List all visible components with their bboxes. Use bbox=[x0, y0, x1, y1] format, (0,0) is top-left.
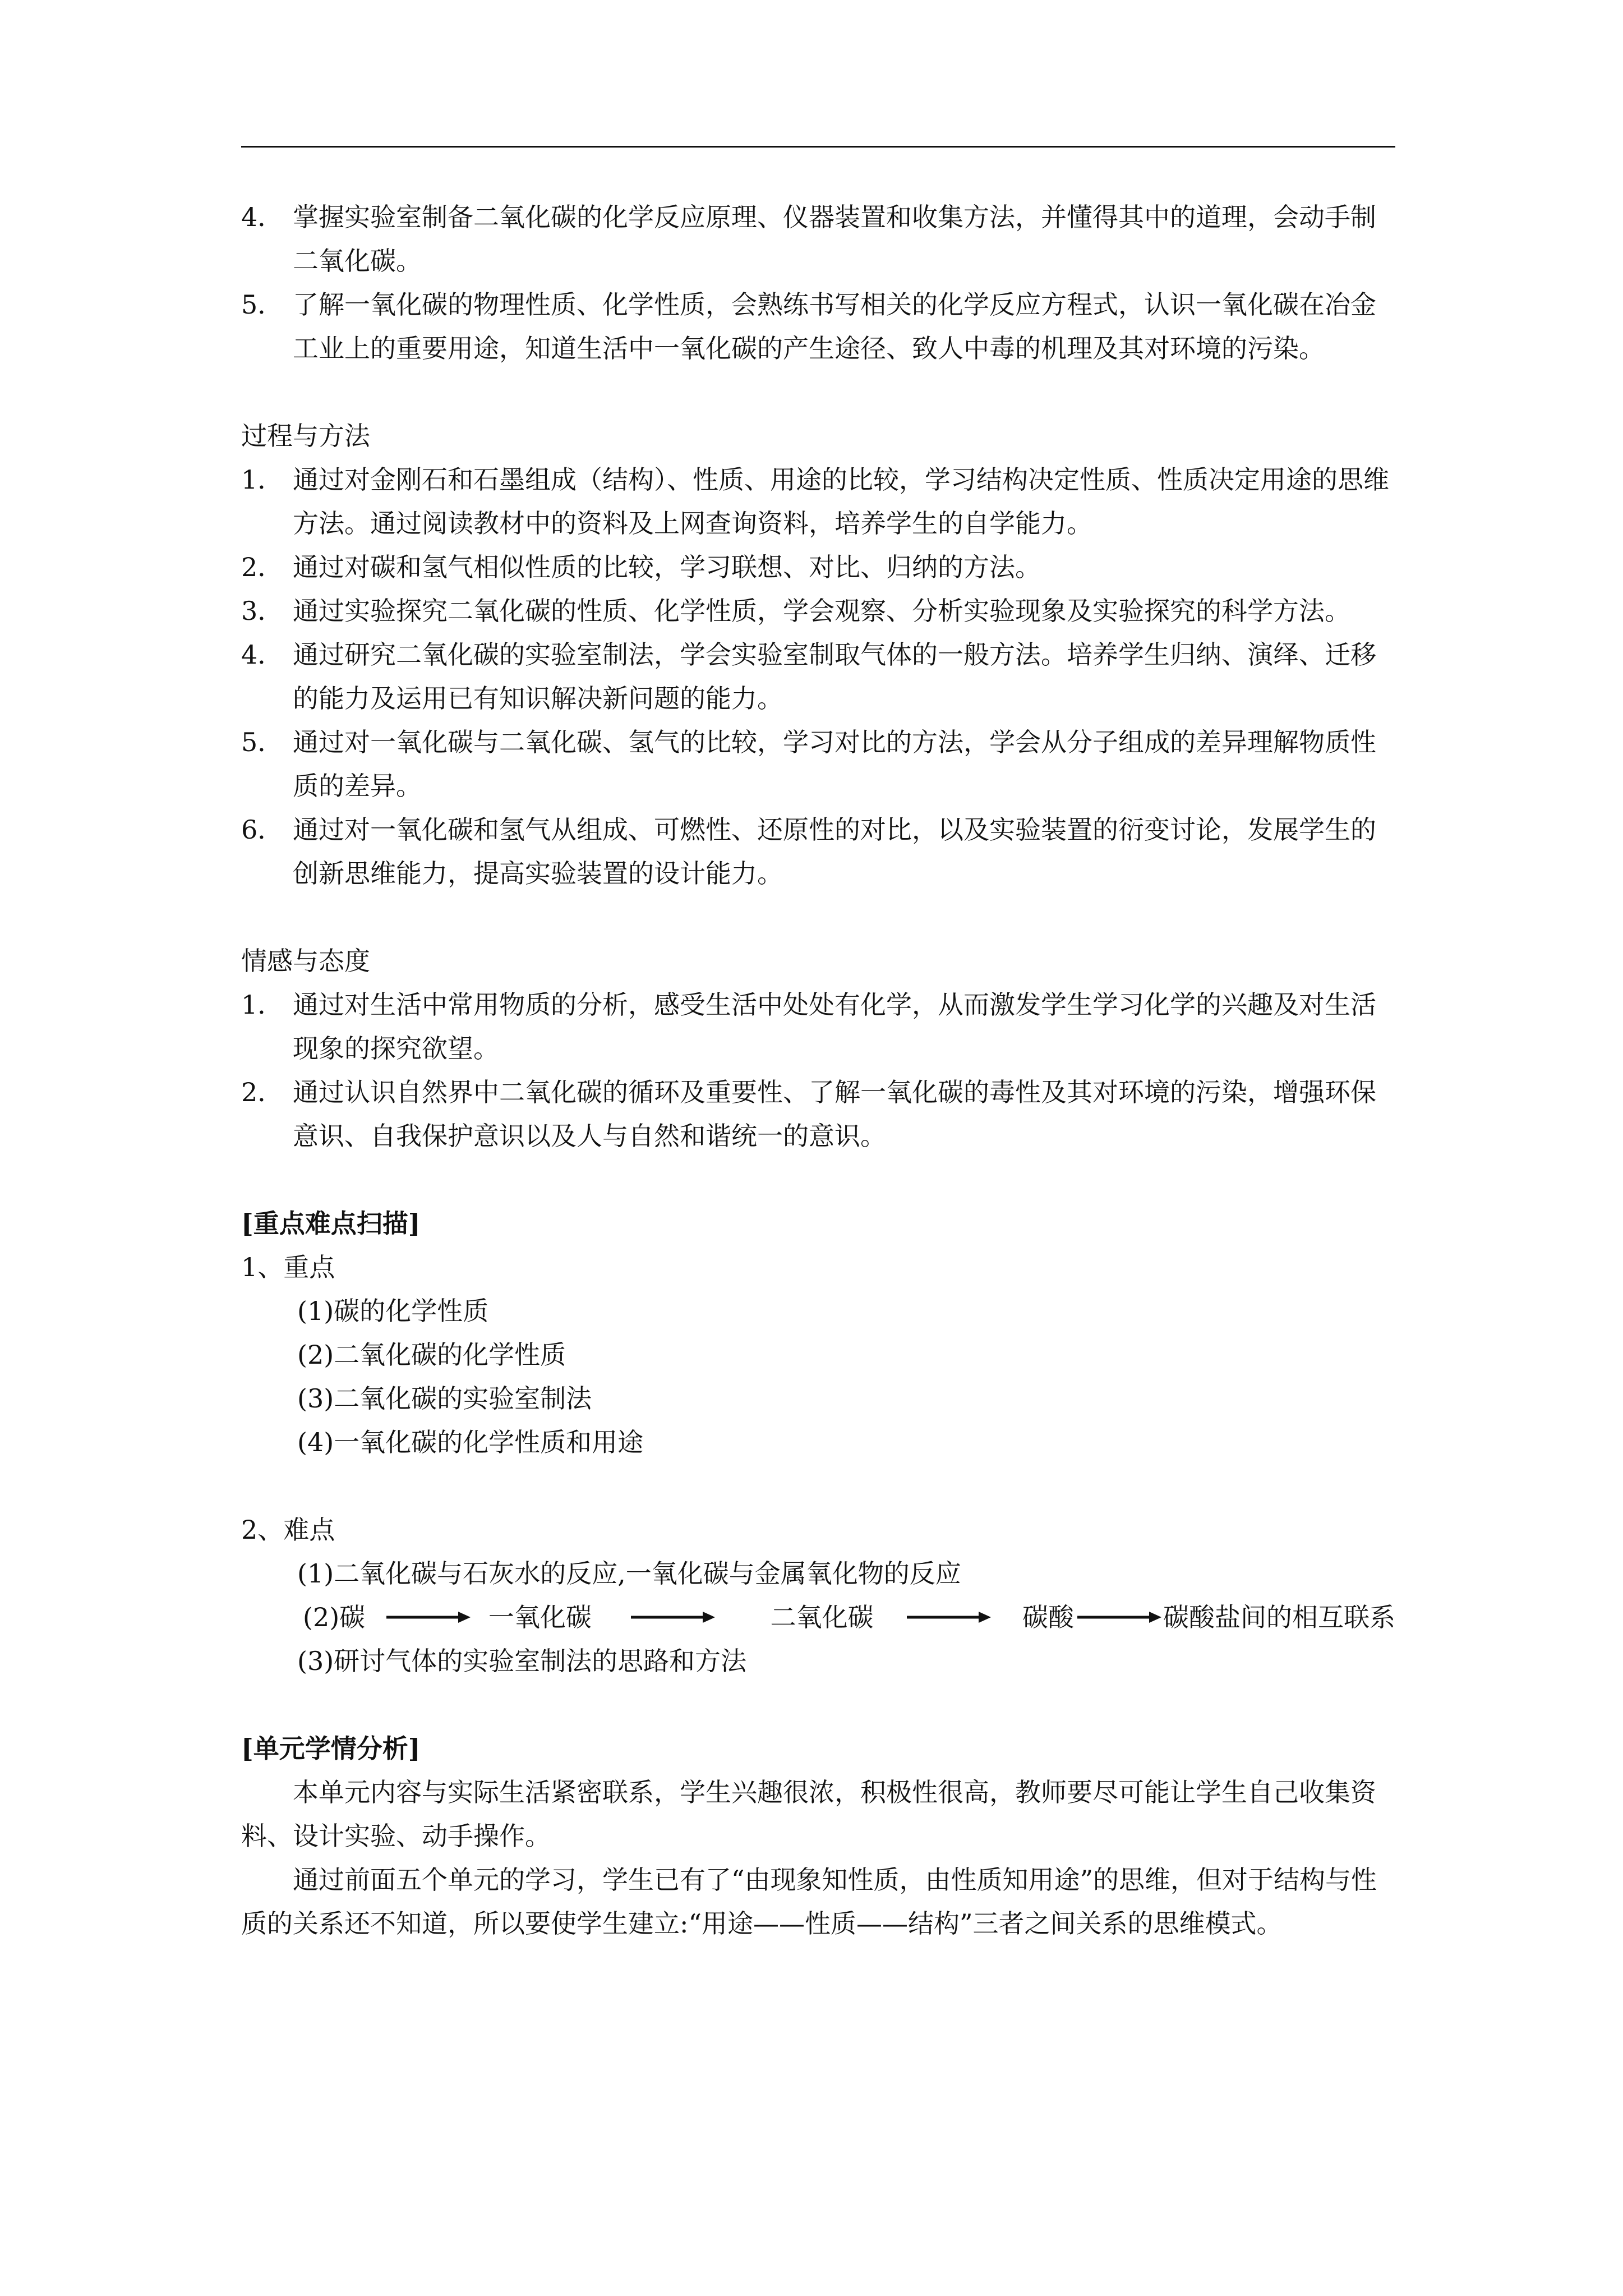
item-number: 2． bbox=[241, 1077, 284, 1107]
item-text: 了解一氧化碳的物理性质、化学性质，会熟练书写相关的化学反应方程式，认识一氧化碳在冶金工业上的重要用途，知道生活中一氧化碳的产生途径、致人中毒的机理及其对环境的污染。 bbox=[293, 289, 1376, 364]
process-item bbox=[241, 458, 1395, 545]
item-number: 5． bbox=[241, 727, 284, 757]
item-number: 4． bbox=[241, 639, 284, 670]
item-number: 1． bbox=[241, 990, 284, 1020]
process-item bbox=[241, 589, 1395, 633]
difficulty-title: 2、难点 bbox=[241, 1515, 335, 1545]
focus-title: 1、重点 bbox=[241, 1252, 335, 1282]
item-text: 通过对碳和氢气相似性质的比较，学习联想、对比、归纳的方法。 bbox=[293, 552, 1041, 582]
header-rule bbox=[241, 146, 1395, 148]
process-title: 过程与方法 bbox=[241, 421, 370, 451]
focus-item: (4)一氧化碳的化学性质和用途 bbox=[297, 1427, 644, 1457]
difficulty-item: (1)二氧化碳与石灰水的反应,一氧化碳与金属氧化物的反应 bbox=[297, 1558, 961, 1589]
flow-node: 一氧化碳 bbox=[488, 1602, 592, 1632]
item-text: 掌握实验室制备二氧化碳的化学反应原理、仪器装置和收集方法，并懂得其中的道理，会动手制二氧化碳。 bbox=[293, 202, 1376, 276]
difficulty-item: (3)研讨气体的实验室制法的思路和方法 bbox=[297, 1646, 747, 1676]
attitude-title: 情感与态度 bbox=[241, 946, 370, 976]
attitude-item bbox=[241, 983, 1395, 1070]
item-text: 通过对金刚石和石墨组成（结构）、性质、用途的比较，学习结构决定性质、性质决定用途的思维方法。通过阅读教材中的资料及上网查询资料，培养学生的自学能力。 bbox=[293, 464, 1389, 539]
arrow-right-icon bbox=[1077, 1595, 1163, 1639]
item-number: 5． bbox=[241, 289, 284, 320]
conversion-flow bbox=[241, 1595, 1395, 1639]
item-text: 通过对一氧化碳与二氧化碳、氢气的比较，学习对比的方法，学会从分子组成的差异理解物质性质的差异。 bbox=[293, 727, 1376, 801]
objective-item bbox=[241, 283, 1395, 370]
item-text: 通过认识自然界中二氧化碳的循环及重要性、了解一氧化碳的毒性及其对环境的污染，增强环保意识、自我保护意识以及人与自然和谐统一的意识。 bbox=[293, 1077, 1376, 1151]
flow-node: 碳酸盐间的相互联系 bbox=[1163, 1602, 1395, 1632]
analysis-heading: [单元学情分析] bbox=[241, 1733, 421, 1764]
item-text: 通过实验探究二氧化碳的性质、化学性质，学会观察、分析实验现象及实验探究的科学方法。 bbox=[293, 596, 1350, 626]
flow-node: 碳酸 bbox=[1022, 1602, 1075, 1632]
document-body bbox=[241, 195, 1395, 1945]
item-number: 6． bbox=[241, 815, 284, 845]
analysis-paragraph: 通过前面五个单元的学习，学生已有了“由现象知性质，由性质知用途”的思维，但对于结构与性质的关系还不知道，所以要使学生建立:“用途——性质——结构”三者之间关系的思维模式。 bbox=[241, 1865, 1377, 1939]
focus-item: (3)二氧化碳的实验室制法 bbox=[297, 1383, 592, 1414]
arrow-right-icon bbox=[907, 1595, 1022, 1639]
flow-node: (2)碳 bbox=[303, 1602, 366, 1632]
arrow-right-icon bbox=[386, 1595, 488, 1639]
process-item bbox=[241, 633, 1395, 720]
arrow-right-icon bbox=[631, 1595, 771, 1639]
item-number: 2． bbox=[241, 552, 284, 582]
keypoints-heading: [重点难点扫描] bbox=[241, 1208, 421, 1239]
process-item bbox=[241, 545, 1395, 589]
item-text: 通过研究二氧化碳的实验室制法，学会实验室制取气体的一般方法。培养学生归纳、演绎、迁移的能力及运用已有知识解决新问题的能力。 bbox=[293, 639, 1376, 714]
objective-item bbox=[241, 195, 1395, 283]
item-number: 3． bbox=[241, 596, 284, 626]
item-text: 通过对生活中常用物质的分析，感受生活中处处有化学，从而激发学生学习化学的兴趣及对生活现象的探究欲望。 bbox=[293, 990, 1376, 1064]
process-item bbox=[241, 808, 1395, 895]
process-item bbox=[241, 720, 1395, 808]
analysis-paragraph: 本单元内容与实际生活紧密联系，学生兴趣很浓，积极性很高，教师要尽可能让学生自己收集资料、设计实验、动手操作。 bbox=[241, 1777, 1376, 1851]
flow-node: 二氧化碳 bbox=[770, 1602, 874, 1632]
focus-item: (2)二氧化碳的化学性质 bbox=[297, 1340, 566, 1370]
item-number: 4． bbox=[241, 202, 284, 232]
focus-item: (1)碳的化学性质 bbox=[297, 1296, 489, 1326]
attitude-item bbox=[241, 1070, 1395, 1158]
item-number: 1． bbox=[241, 464, 284, 495]
item-text: 通过对一氧化碳和氢气从组成、可燃性、还原性的对比，以及实验装置的衍变讨论，发展学生的创新思维能力，提高实验装置的设计能力。 bbox=[293, 815, 1376, 889]
